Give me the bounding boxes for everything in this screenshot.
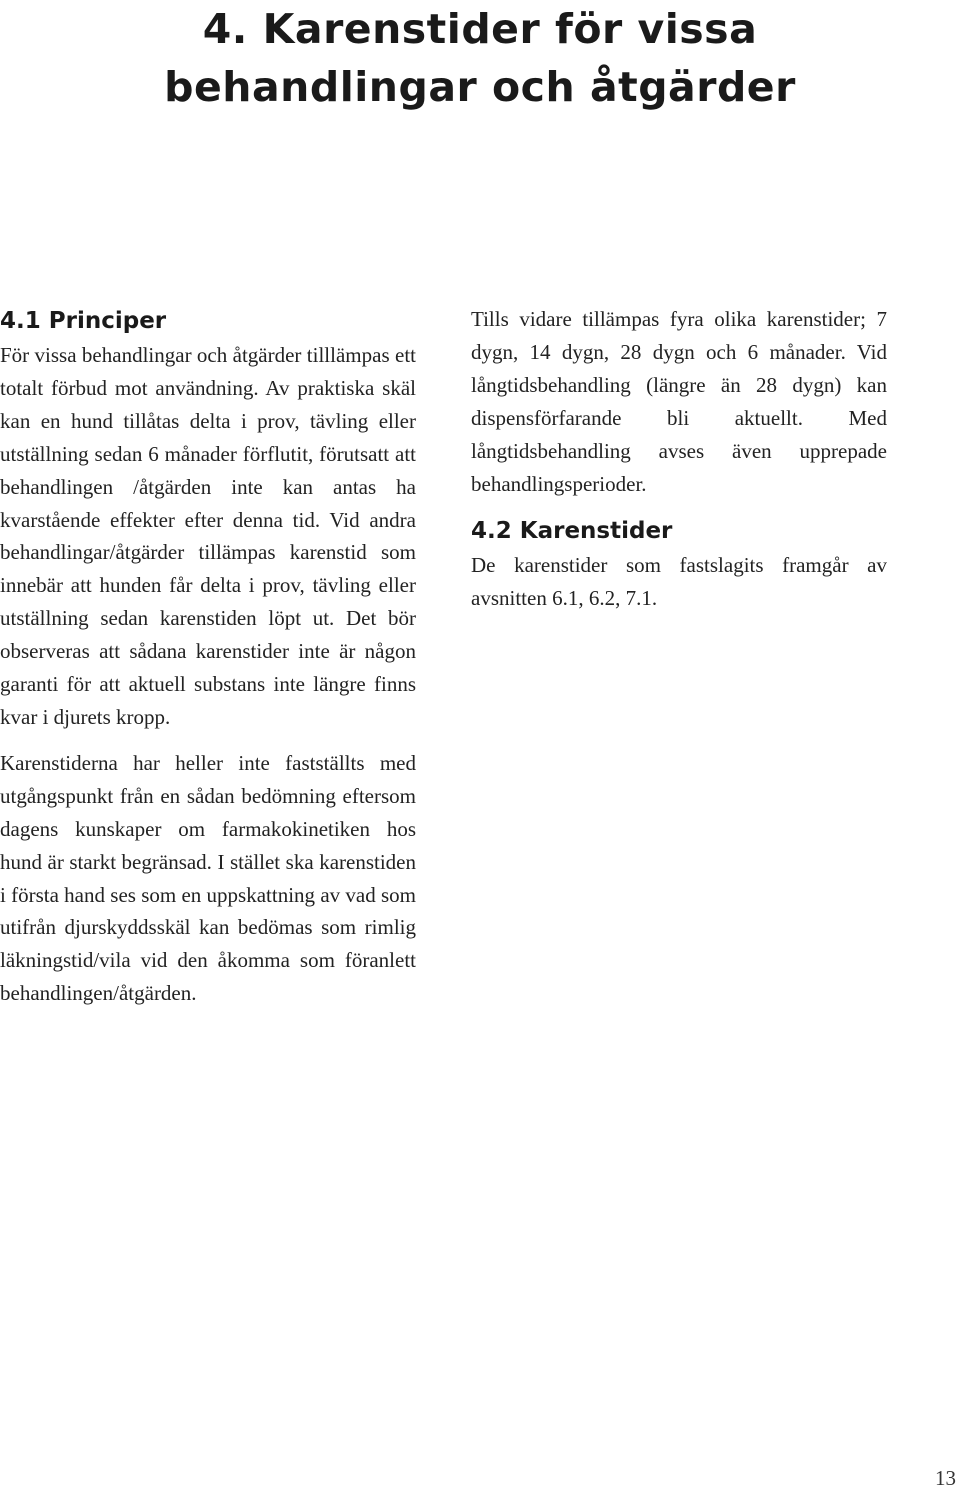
right-column: [471, 303, 887, 628]
paragraph-principer-2: Karenstiderna har heller inte fastställts med utgångspunkt från en sådan bedömning eftersom dagens kunskaper om farmakokinetiken hos hund är starkt begränsad. I stället ska karenstiden i första hand ses som en uppskattning av vad som utifrån djurskyddsskäl kan bedömas som rimlig läkningstid/vila vid den åkomma som föranlett behandlingen/åtgärden.: [0, 750, 416, 1006]
paragraph-principer-1: För vissa behandlingar och åtgärder tilllämpas ett totalt förbud mot användning. Av praktiska skäl kan en hund tillåtas delta i prov, tävling eller utställning sedan 6 månader förflutit, förutsatt att behandlingen /åtgärden inte kan antas ha kvarstående effekter efter denna tid. Vid andra behandlingar/åtgärder tillämpas karenstid som innebär att hunden får delta i prov, tävling eller utställning sedan karenstiden löpt ut. Det bör observeras att sådana karenstider inte är någon garanti för att aktuell substans inte längre finns kvar i djurets kropp.: [0, 343, 416, 729]
page-number: 13: [935, 1466, 956, 1490]
section-heading-karenstider: 4.2 Karenstider: [471, 518, 673, 545]
chapter-title: [0, 0, 960, 116]
chapter-title-line-2: behandlingar och åtgärder: [164, 63, 796, 111]
section-heading-principer: 4.1 Principer: [0, 308, 167, 334]
paragraph-principer-3: Tills vidare tillämpas fyra olika karenstider; 7 dygn, 14 dygn, 28 dygn och 6 månader. Vid långtidsbehandling (längre än 28 dygn) kan dispensförfarande bli aktuellt. Med långtidsbehandling avses även upprepade behandlingsperioder.: [471, 307, 887, 496]
chapter-title-line-1: 4. Karenstider för vissa: [202, 5, 758, 53]
left-column: [0, 303, 416, 1023]
paragraph-karenstider-1: De karenstider som fastslagits framgår av avsnitten 6.1, 6.2, 7.1.: [471, 553, 887, 611]
